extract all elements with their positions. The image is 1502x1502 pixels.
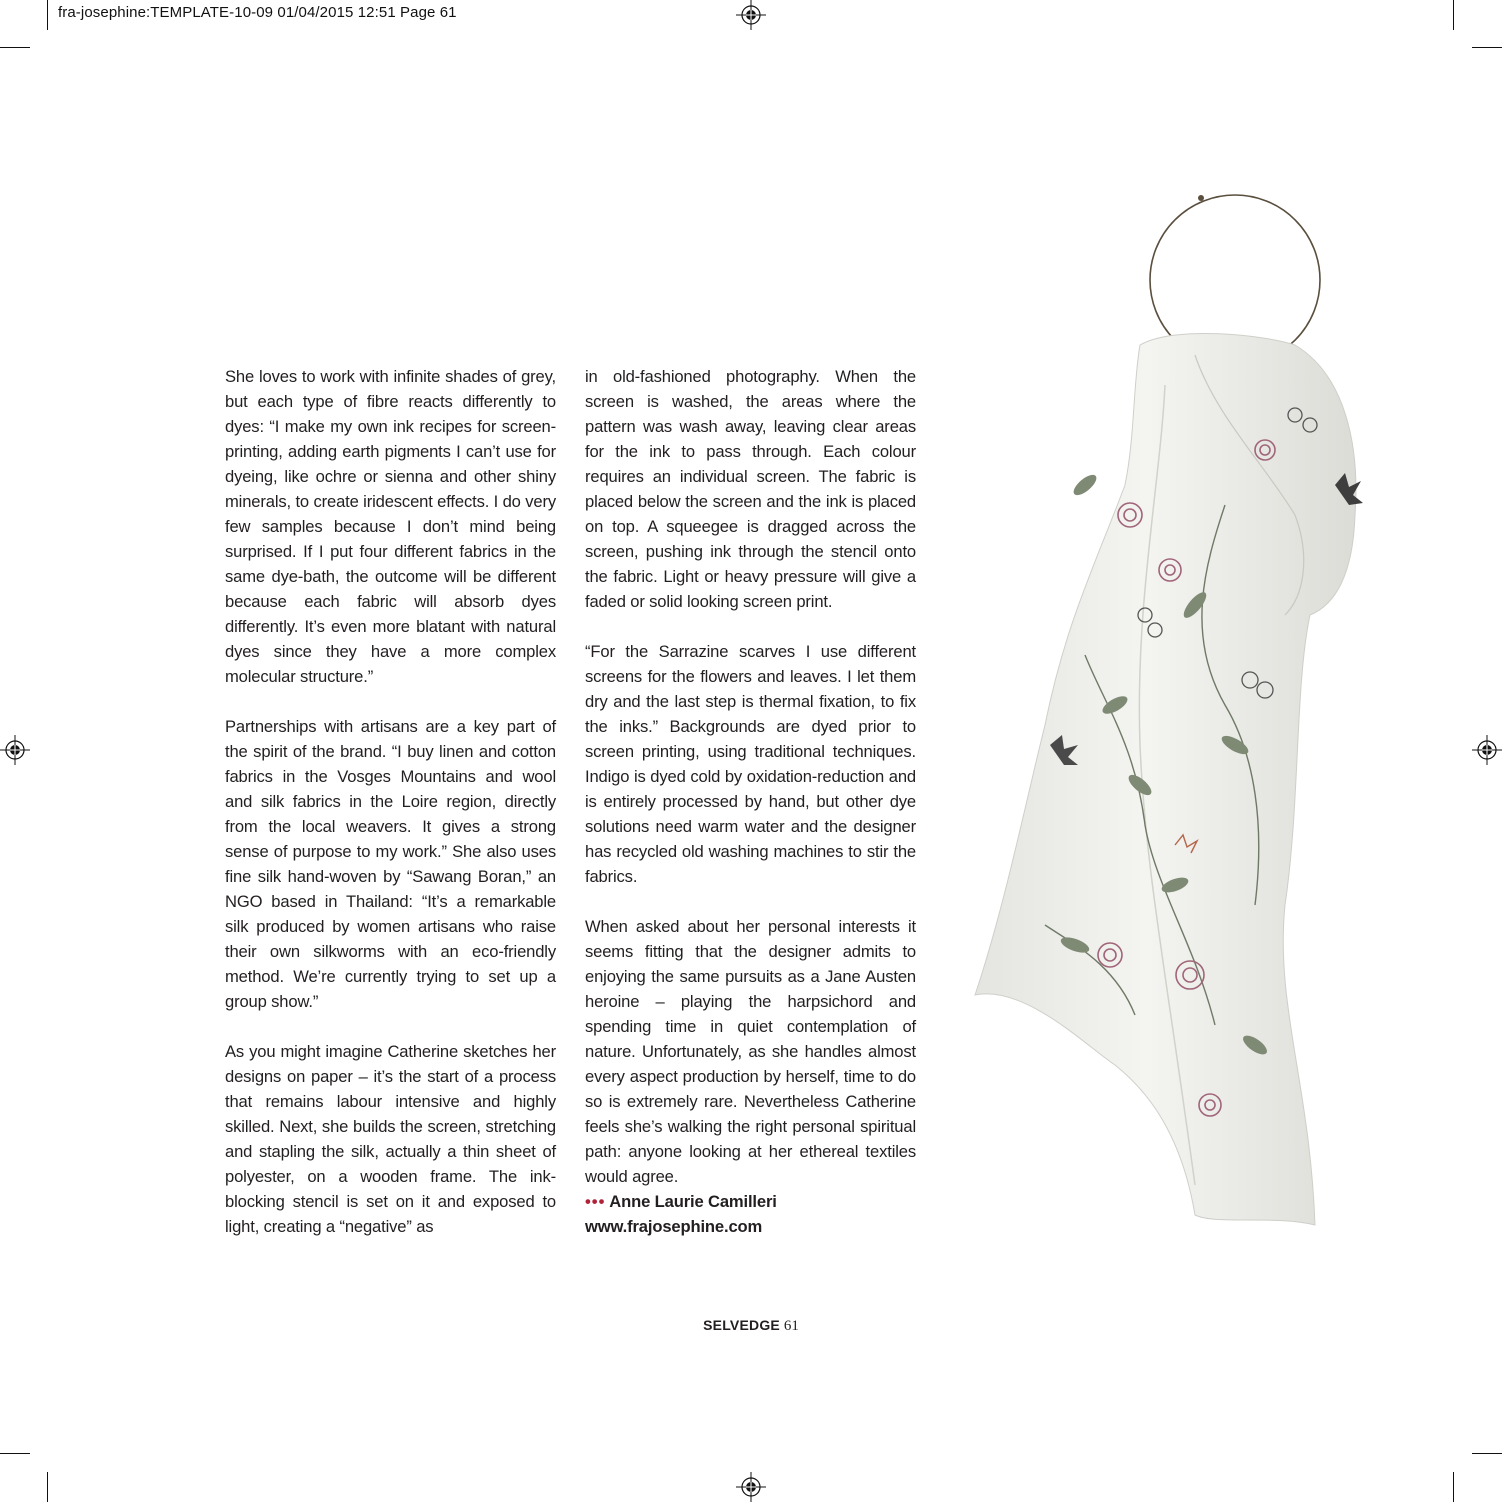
crop-mark xyxy=(1472,47,1502,48)
registration-mark-icon xyxy=(736,1472,766,1502)
page-footer xyxy=(0,1317,1502,1335)
byline xyxy=(585,1189,916,1214)
scarf-photo xyxy=(965,185,1365,1235)
crop-mark xyxy=(0,47,30,48)
bullet-marks: ••• xyxy=(585,1192,606,1211)
article-column-2 xyxy=(585,364,916,1239)
crop-mark xyxy=(1472,1453,1502,1454)
paragraph: “For the Sarrazine scarves I use different screens for the flowers and leaves. I let them dry and the last step is thermal fixation, to fix the inks.” Backgrounds are dyed prior to screen printing, using traditional techniques. Indigo is dyed cold by oxidation-reduction and is entirely processed by hand, but other dye solutions need warm water and the designer has recycled old washing machines to stir the fabrics. xyxy=(585,642,916,886)
crop-mark xyxy=(1453,0,1454,30)
paragraph: in old-fashioned photography. When the screen is washed, the areas where the pattern was wash away, leaving clear areas for the ink to pass through. Each colour requires an individual screen. The fabric is placed below the screen and the ink is placed on top. A squeegee is dragged across the screen, pushing ink through the stencil onto the fabric. Light or heavy pressure will give a faded or solid looking screen print. xyxy=(585,367,916,611)
paragraph: As you might imagine Catherine sketches her designs on paper – it’s the start of a process that remains labour intensive and highly skilled. Next, she builds the screen, stretching and stapling the silk, actually a thin sheet of polyester, on a wooden frame. The ink-blocking stencil is set on it and exposed to light, creating a “negative” as xyxy=(225,1042,556,1236)
crop-mark xyxy=(47,0,48,30)
crop-mark xyxy=(0,1453,30,1454)
paragraph: When asked about her personal interests it seems fitting that the designer admits to enjoying the same pursuits as a Jane Austen heroine – playing the harpsichord and spending time in quiet contemplation of nature. Unfortunately, as she handles almost every aspect production by herself, time to do so is extremely rare. Nevertheless Catherine feels she’s walking the right personal spiritual path: anyone looking at her ethereal textiles would agree. xyxy=(585,917,916,1186)
scarf-fabric xyxy=(975,333,1356,1225)
registration-mark-icon xyxy=(0,735,30,765)
paragraph: She loves to work with infinite shades of grey, but each type of fibre reacts differently to dyes: “I make my own ink recipes for screen-printing, adding earth pigments I can’t use for dyeing, like ochre or sienna and other shiny minerals, to create iridescent effects. I do very few samples because I don’t mind being surprised. If I put four different fabrics in the same dye-bath, the outcome will be different because each fabric will absorb dyes differently. It’s even more blatant with natural dyes since they have a more complex molecular structure.” xyxy=(225,367,556,686)
page-number: 61 xyxy=(783,1318,799,1334)
paragraph: Partnerships with artisans are a key part of the spirit of the brand. “I buy linen and cotton fabrics in the Vosges Mountains and wool and silk fabrics in the Loire region, directly from the local weavers. It gives a strong sense of purpose to my work.” She also uses fine silk hand-woven by “Sawang Boran,” an NGO based in Thailand: “It’s a remarkable silk produced by women artisans who raise their own silkworms with an eco-friendly method. We’re currently trying to set up a group show.” xyxy=(225,717,556,1011)
crop-mark xyxy=(1453,1472,1454,1502)
article-column-1 xyxy=(225,364,556,1239)
crop-mark xyxy=(47,1472,48,1502)
magazine-name: SELVEDGE xyxy=(703,1317,780,1333)
registration-mark-icon xyxy=(1472,735,1502,765)
author-name: Anne Laurie Camilleri xyxy=(609,1192,777,1211)
website-link[interactable]: www.frajosephine.com xyxy=(585,1217,763,1236)
print-slug: fra-josephine:TEMPLATE-10-09 01/04/2015 12:51 Page 61 xyxy=(58,4,457,21)
registration-mark-icon xyxy=(736,0,766,30)
